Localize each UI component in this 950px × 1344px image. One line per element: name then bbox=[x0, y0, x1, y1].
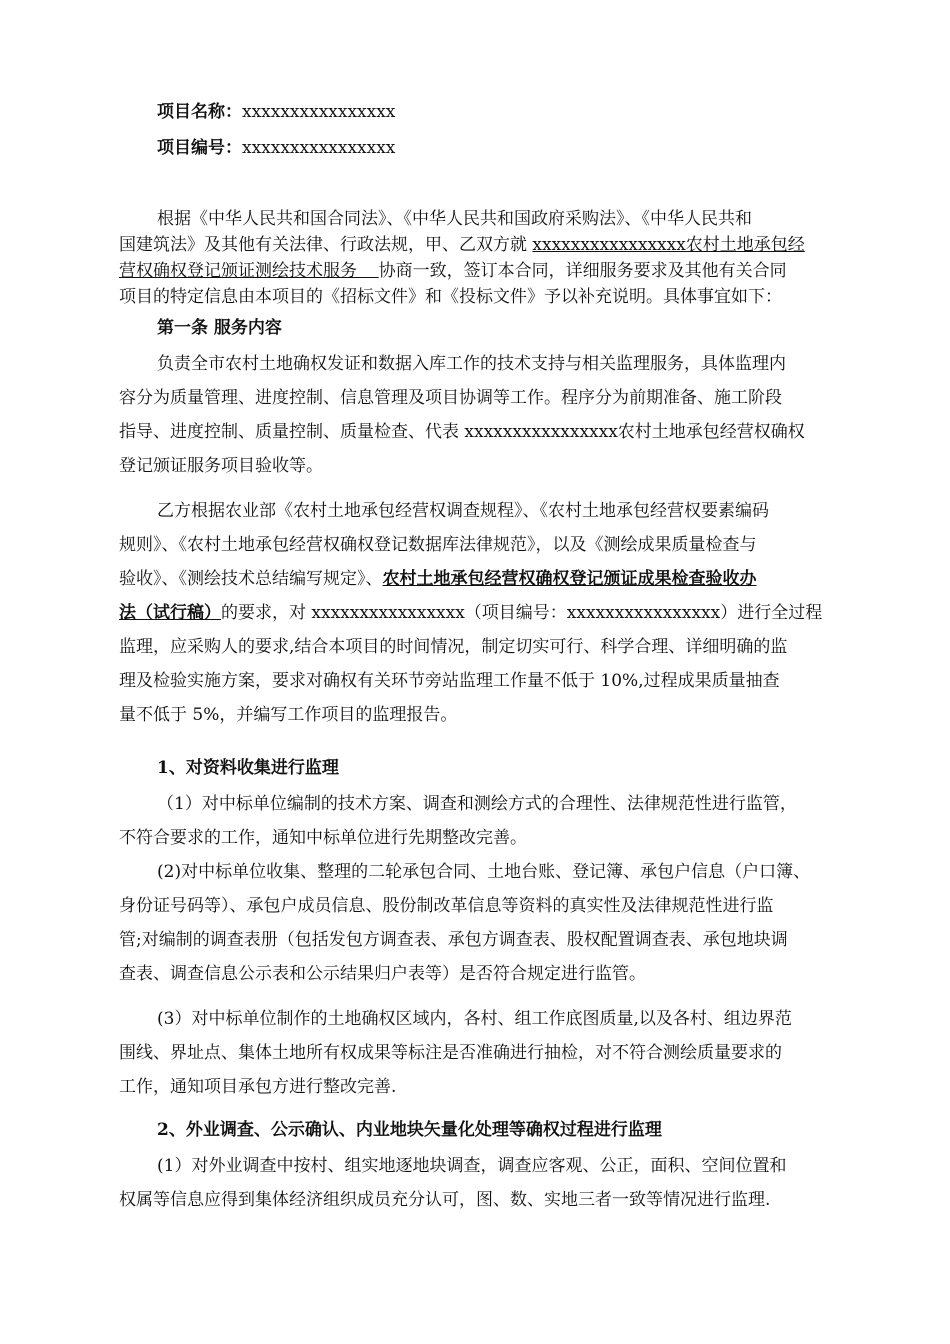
bold-underlined-text: 农村土地承包经营权确权登记颁证成果检查验收办 bbox=[382, 569, 757, 589]
project-name-value: xxxxxxxxxxxxxxxx bbox=[242, 102, 396, 122]
paragraph-line: (3）对中标单位制作的土地确权区域内，各村、组工作底图质量,以及各村、组边界范 bbox=[157, 1009, 792, 1029]
paragraph-line: 工作，通知项目承包方进行整改完善. bbox=[119, 1077, 397, 1097]
article-1-heading: 第一条 服务内容 bbox=[157, 318, 282, 338]
paragraph-line: (2)对中标单位收集、整理的二轮承包合同、土地台账、登记簿、承包户信息（户口簿、 bbox=[157, 862, 811, 882]
paragraph-text: 验收》、《测绘技术总结编写规定》、 bbox=[119, 569, 383, 589]
paragraph-line: 规则》、《农村土地承包经营权确权登记数据库法律规范》，以及《测绘成果质量检查与 bbox=[119, 535, 757, 555]
paragraph-line: 登记颁证服务项目验收等。 bbox=[119, 456, 323, 476]
paragraph-line: 查表、调查信息公示表和公示结果归户表等）是否符合规定进行监管。 bbox=[119, 964, 646, 984]
paragraph-line: 理及检验实施方案，要求对确权有关环节旁站监理工作量不低于 10%,过程成果质量抽查 bbox=[119, 671, 780, 691]
intro-paragraph bbox=[119, 206, 879, 310]
section-1-item-3 bbox=[119, 1002, 879, 1104]
project-name-label: 项目名称： bbox=[157, 102, 242, 122]
intro-line bbox=[119, 258, 879, 284]
intro-text: 协商一致，签订本合同，详细服务要求及其他有关合同 bbox=[378, 261, 787, 281]
paragraph-line: 围线、界址点、集体土地所有权成果等标注是否准确进行抽检，对不符合测绘质量要求的 bbox=[119, 1043, 782, 1063]
paragraph-line: 监理，应采购人的要求,结合本项目的时间情况，制定切实可行、科学合理、详细明确的监 bbox=[119, 637, 788, 657]
paragraph-line bbox=[119, 596, 879, 630]
paragraph-line: (1）对外业调查中按村、组实地逐地块调查，调查应客观、公正，面积、空间位置和 bbox=[157, 1156, 787, 1176]
article-1-paragraph-1 bbox=[119, 347, 879, 483]
paragraph-line: 指导、进度控制、质量控制、质量检查、代表 xxxxxxxxxxxxxxxx农村土地承包经营权确权 bbox=[119, 422, 805, 442]
paragraph-line: 负责全市农村土地确权发证和数据入库工作的技术支持与相关监理服务，具体监理内 bbox=[157, 354, 786, 374]
intro-underlined-text: xxxxxxxxxxxxxxxx农村土地承包经 bbox=[532, 235, 805, 255]
paragraph-line: 容分为质量管理、进度控制、信息管理及项目协调等工作。程序分为前期准备、施工阶段 bbox=[119, 388, 782, 408]
section-1-heading: 1、对资料收集进行监理 bbox=[157, 758, 339, 778]
intro-line bbox=[119, 232, 879, 258]
paragraph-line: 量不低于 5%，并编写工作项目的监理报告。 bbox=[119, 705, 458, 725]
bold-underlined-text: 法（试行稿） bbox=[119, 603, 221, 623]
intro-text: 国建筑法》及其他有关法律、行政法规，甲、乙双方就 bbox=[119, 235, 533, 255]
paragraph-line: 管;对编制的调查表册（包括发包方调查表、承包方调查表、股权配置调查表、承包地块调 bbox=[119, 930, 788, 950]
paragraph-line bbox=[119, 562, 879, 596]
section-2-heading: 2、外业调查、公示确认、内业地块矢量化处理等确权过程进行监理 bbox=[157, 1120, 662, 1140]
intro-line: 项目的特定信息由本项目的《招标文件》和《投标文件》予以补充说明。具体事宜如下： bbox=[119, 287, 782, 307]
paragraph-line: 身份证号码等）、承包户成员信息、股份制改革信息等资料的真实性及法律规范性进行监 bbox=[119, 896, 774, 916]
project-code-value: xxxxxxxxxxxxxxxx bbox=[242, 138, 396, 158]
section-1-item-1 bbox=[119, 787, 879, 855]
paragraph-line: 权属等信息应得到集体经济组织成员充分认可，图、数、实地三者一致等情况进行监理. bbox=[119, 1190, 771, 1210]
paragraph-line: 乙方根据农业部《农村土地承包经营权调查规程》、《农村土地承包经营权要素编码 bbox=[157, 501, 769, 521]
project-code-label: 项目编号： bbox=[157, 138, 242, 158]
section-1-item-2 bbox=[119, 855, 879, 991]
section-2-item-1 bbox=[119, 1149, 879, 1217]
paragraph-text: 的要求，对 xxxxxxxxxxxxxxxx（项目编号：xxxxxxxxxxxxxxxx）进行全过程 bbox=[221, 603, 823, 623]
paragraph-line: 不符合要求的工作，通知中标单位进行先期整改完善。 bbox=[119, 828, 527, 848]
project-name-line bbox=[157, 101, 395, 123]
intro-underlined-text: 营权确权登记颁证测绘技术服务 bbox=[119, 261, 379, 281]
project-code-line bbox=[157, 137, 395, 159]
article-1-paragraph-2 bbox=[119, 494, 879, 732]
intro-line: 根据《中华人民共和国合同法》、《中华人民共和国政府采购法》、《中华人民共和 bbox=[157, 209, 752, 229]
paragraph-line: （1）对中标单位编制的技术方案、调查和测绘方式的合理性、法律规范性进行监管， bbox=[157, 794, 797, 814]
